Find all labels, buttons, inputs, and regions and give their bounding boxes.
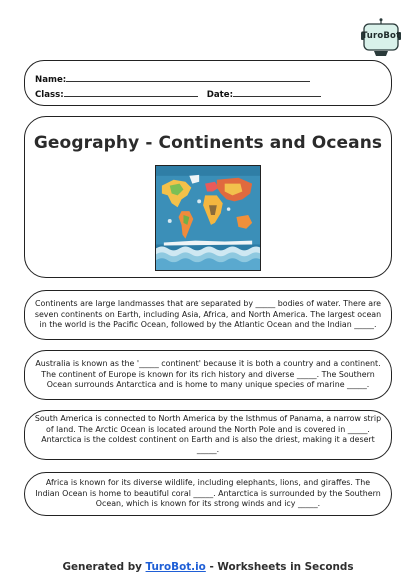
footer [0, 561, 416, 573]
paragraph-text: Continents are large landmasses that are separated by _____ bodies of water. There are seven continents on Earth, including Asia, Africa, and North America. The largest ocean in the world is the Pacific Ocean, followed by the Atlantic Ocean and the Indian _____. [34, 299, 382, 330]
date-blank-line[interactable] [233, 88, 321, 97]
world-map-icon [156, 166, 260, 270]
name-label: Name: [35, 75, 67, 85]
paragraph-text: Australia is known as the '_____ continent' because it is both a country and a continent. The continent of Europe is known for its rich history and diverse _____. The Southern Ocean surrounds Antarctica and is home to many unique species of marine _____. [35, 359, 381, 390]
paragraph-text: South America is connected to North America by the Isthmus of Panama, a narrow strip of land. The Arctic Ocean is located around the North Pole and is covered in _____. Antarctica is the coldest continent on Earth and is also the driest, making it a desert _____. [34, 414, 382, 455]
name-row [35, 73, 310, 85]
worksheet-title: Geography - Continents and Oceans [33, 133, 383, 153]
date-label: Date: [206, 90, 234, 100]
name-blank-line[interactable] [66, 73, 310, 82]
class-blank-line[interactable] [64, 88, 198, 97]
logo-text: TuroBot [361, 31, 401, 41]
title-box [24, 116, 392, 278]
paragraph-3 [24, 410, 392, 460]
world-map-image [155, 165, 261, 271]
turobot-link[interactable]: TuroBot.io [145, 561, 206, 573]
class-label: Class: [35, 90, 64, 100]
paragraph-4 [24, 472, 392, 516]
paragraph-text: Africa is known for its diverse wildlife, including elephants, lions, and giraffes. The Indian Ocean is home to beautiful coral _____. Antarctica is surrounded by the Southern Ocean, which is known for its strong winds and icy _____. [35, 478, 381, 509]
class-date-row [35, 88, 321, 100]
paragraph-1 [24, 290, 392, 340]
student-info-box [24, 60, 392, 106]
turobot-logo [360, 18, 402, 58]
footer-prefix: Generated by [62, 561, 146, 573]
footer-suffix: - Worksheets in Seconds [205, 561, 354, 573]
paragraph-2 [24, 350, 392, 400]
